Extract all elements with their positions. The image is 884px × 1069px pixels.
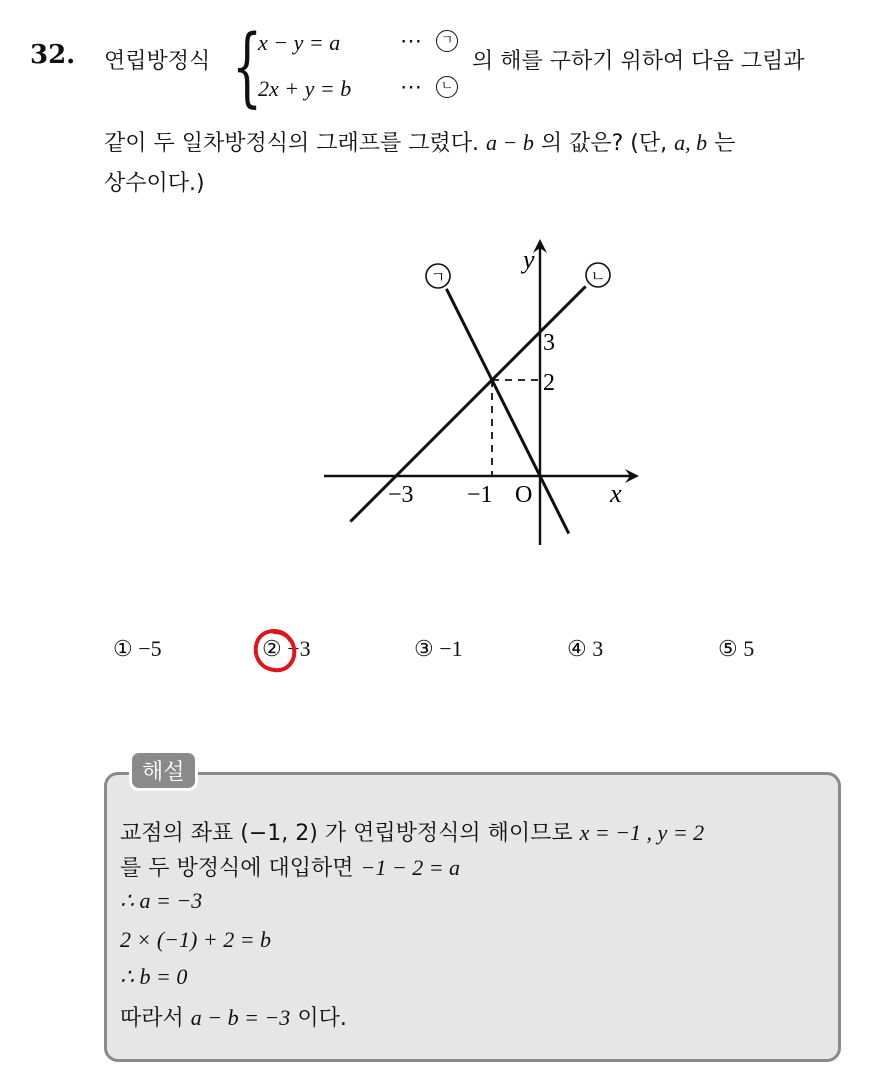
choice-3[interactable] — [414, 636, 463, 662]
tick-x-neg3: −3 — [388, 482, 414, 508]
tick-x-neg1: −1 — [467, 482, 493, 508]
choice-5-value: 5 — [743, 636, 755, 661]
choice-2-value: −3 — [287, 636, 311, 661]
solution-line-6-math: a − b = −3 — [190, 1005, 291, 1030]
solution-line-2 — [120, 851, 460, 882]
origin-label: O — [515, 482, 533, 508]
line-2-label: ㄴ — [590, 269, 606, 285]
solution-line-2-math: −1 − 2 = a — [360, 855, 461, 880]
choice-4-value: 3 — [592, 636, 604, 661]
choice-4[interactable] — [567, 636, 603, 662]
question-suffix: 의 해를 구하기 위하여 다음 그림과 — [472, 49, 805, 74]
line-1 — [446, 289, 568, 534]
equation-1: x − y = a — [258, 30, 341, 55]
solution-line-3: ∴ a = −3 — [120, 888, 203, 913]
solution-tag: 해설 — [129, 750, 198, 791]
solution-line-6 — [120, 1001, 347, 1032]
choice-3-value: −1 — [439, 636, 463, 661]
choice-5[interactable] — [718, 636, 754, 662]
question-line2-text: 같이 두 일차방정식의 그래프를 그렸다. — [104, 131, 479, 156]
tick-y-2: 2 — [543, 370, 555, 396]
question-line3: 상수이다.) — [104, 171, 205, 196]
solution-line-6-text-c: 이다. — [297, 1006, 347, 1031]
question-line2-text-c: 는 — [714, 131, 736, 156]
solution-line-6-text: 따라서 — [120, 1006, 184, 1031]
solution-line-1 — [120, 816, 704, 847]
equation-1-dots: ⋯ — [400, 28, 422, 53]
equation-1-mark: ㄱ — [436, 30, 458, 52]
choice-3-mark: ③ — [414, 636, 434, 661]
solution-line-1-math: x = −1 , y = 2 — [579, 820, 705, 845]
tick-y-3: 3 — [543, 330, 555, 356]
equation-2-mark: ㄴ — [436, 76, 458, 98]
y-axis-label: y — [523, 245, 535, 274]
choice-1[interactable] — [113, 636, 162, 662]
equation-2-dots: ⋯ — [400, 74, 422, 99]
solution-line-2-text: 를 두 방정식에 대입하면 — [120, 856, 354, 881]
question-number: 32. — [30, 40, 76, 70]
solution-line-4: 2 × (−1) + 2 = b — [120, 927, 272, 952]
question-prefix: 연립방정식 — [104, 49, 211, 74]
question-expr: a − b — [486, 130, 534, 155]
choice-4-mark: ④ — [567, 636, 587, 661]
question-vars: a, b — [674, 130, 708, 155]
choice-1-mark: ① — [113, 636, 133, 661]
solution-line-5: ∴ b = 0 — [120, 964, 188, 989]
system-brace: { — [232, 17, 263, 117]
choice-1-value: −5 — [138, 636, 162, 661]
x-axis-label: x — [610, 479, 622, 508]
choice-5-mark: ⑤ — [718, 636, 738, 661]
choice-2-mark: ② — [262, 636, 282, 661]
solution-line-1-text: 교점의 좌표 (−1, 2) 가 연립방정식의 해이므로 — [120, 821, 573, 846]
question-line2-text-b: 의 값은? (단, — [540, 131, 668, 156]
line-1-label: ㄱ — [430, 270, 446, 286]
equation-2: 2x + y = b — [258, 76, 352, 101]
selected-answer-circle — [250, 624, 302, 676]
